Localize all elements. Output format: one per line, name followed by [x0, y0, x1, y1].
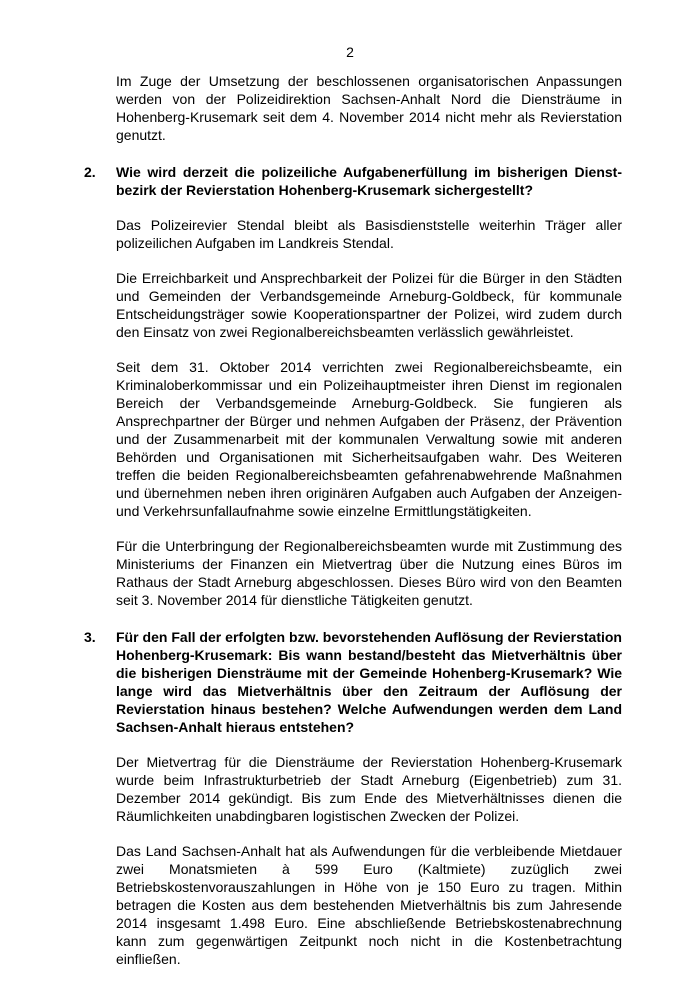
- question-3: [84, 628, 622, 736]
- page-number: 2: [346, 44, 354, 60]
- question-2-number: 2.: [84, 164, 96, 180]
- intro-paragraph: Im Zuge der Umsetzung der beschlossenen organisatorischen Anpassungen werden von der Polizeidirektion Sachsen-Anhalt Nord die Diensträume in Hohenberg-Krusemark seit dem 4. November 2014 nicht mehr als Revierstation genutzt.: [116, 73, 622, 143]
- question-3-number: 3.: [84, 629, 96, 645]
- question-2: [84, 163, 622, 199]
- document-body: [84, 72, 622, 968]
- question-3-text: Für den Fall der erfolgten bzw. bevorstehenden Auflösung der Revierstation Hohenberg-Krusemark: Bis wann bestand/besteht das Mietverhältnis über die bisherigen Diensträume mit der Gemeinde Hohenberg-Krusemark? Wie lange wird das Mietverhältnis über den Zeitraum der Auflösung der Revierstation hinaus bestehen? Welche Aufwendungen werden dem Land Sachsen-Anhalt hieraus entstehen?: [116, 629, 622, 735]
- answer-3-paragraph-2: Das Land Sachsen-Anhalt hat als Aufwendungen für die verbleibende Mietdauer zwei Monatsmieten à 599 Euro (Kaltmiete) zuzüglich zwei Betriebskostenvorauszahlungen in Höhe von je 150 Euro zu tragen. Mithin betragen die Kosten aus dem bestehenden Mietverhältnis bis zum Jahresende 2014 insgesamt 1.498 Euro. Eine abschließende Betriebskostenabrechnung kann zum gegenwärtigen Zeitpunkt noch nicht in die Kostenbetrachtung einfließen.: [116, 843, 622, 967]
- answer-2-paragraph-3: Seit dem 31. Oktober 2014 verrichten zwei Regionalbereichsbeamte, ein Kriminaloberkommissar und ein Polizeihauptmeister ihren Dienst im regionalen Bereich der Verbandsgemeinde Arneburg-Goldbeck. Sie fungieren als Ansprechpartner der Bürger und nehmen Aufgaben der Präsenz, der Prävention und der Zusammenarbeit mit der kommunalen Verwaltung sowie mit anderen Behörden und Organisationen mit Sicherheitsaufgaben wahr. Des Weiteren treffen die beiden Regionalbereichsbeamten gefahrenabwehrende Maßnahmen und übernehmen neben ihren originären Aufgaben auch Aufgaben der Anzeigen- und Verkehrsunfallaufnahme sowie einzelne Ermittlungstätigkeiten.: [116, 359, 622, 519]
- answer-3-paragraph-1: Der Mietvertrag für die Diensträume der Revierstation Hohenberg-Krusemark wurde beim Infrastrukturbetrieb der Stadt Arneburg (Eigenbetrieb) zum 31. Dezember 2014 gekündigt. Bis zum Ende des Mietverhältnisses dienen die Räumlichkeiten unabdingbaren logistischen Zwecken der Polizei.: [116, 754, 622, 824]
- answer-2-paragraph-1: Das Polizeirevier Stendal bleibt als Basisdienststelle weiterhin Träger aller polizeilichen Aufgaben im Landkreis Stendal.: [116, 217, 622, 251]
- question-2-text: Wie wird derzeit die polizeiliche Aufgabenerfüllung im bisherigen Dienstbezirk der Revierstation Hohenberg-Krusemark sichergestellt?: [116, 164, 622, 198]
- answer-2-paragraph-4: Für die Unterbringung der Regionalbereichsbeamten wurde mit Zustimmung des Ministeriums der Finanzen ein Mietvertrag über die Nutzung eines Büros im Rathaus der Stadt Arneburg abgeschlossen. Dieses Büro wird von den Beamten seit 3. November 2014 für dienstliche Tätigkeiten genutzt.: [116, 538, 622, 608]
- answer-2-paragraph-2: Die Erreichbarkeit und Ansprechbarkeit der Polizei für die Bürger in den Städten und Gemeinden der Verbandsgemeinde Arneburg-Goldbeck, für kommunale Entscheidungsträger sowie Kooperationspartner der Polizei, wird zudem durch den Einsatz von zwei Regionalbereichsbeamten verlässlich gewährleistet.: [116, 270, 622, 340]
